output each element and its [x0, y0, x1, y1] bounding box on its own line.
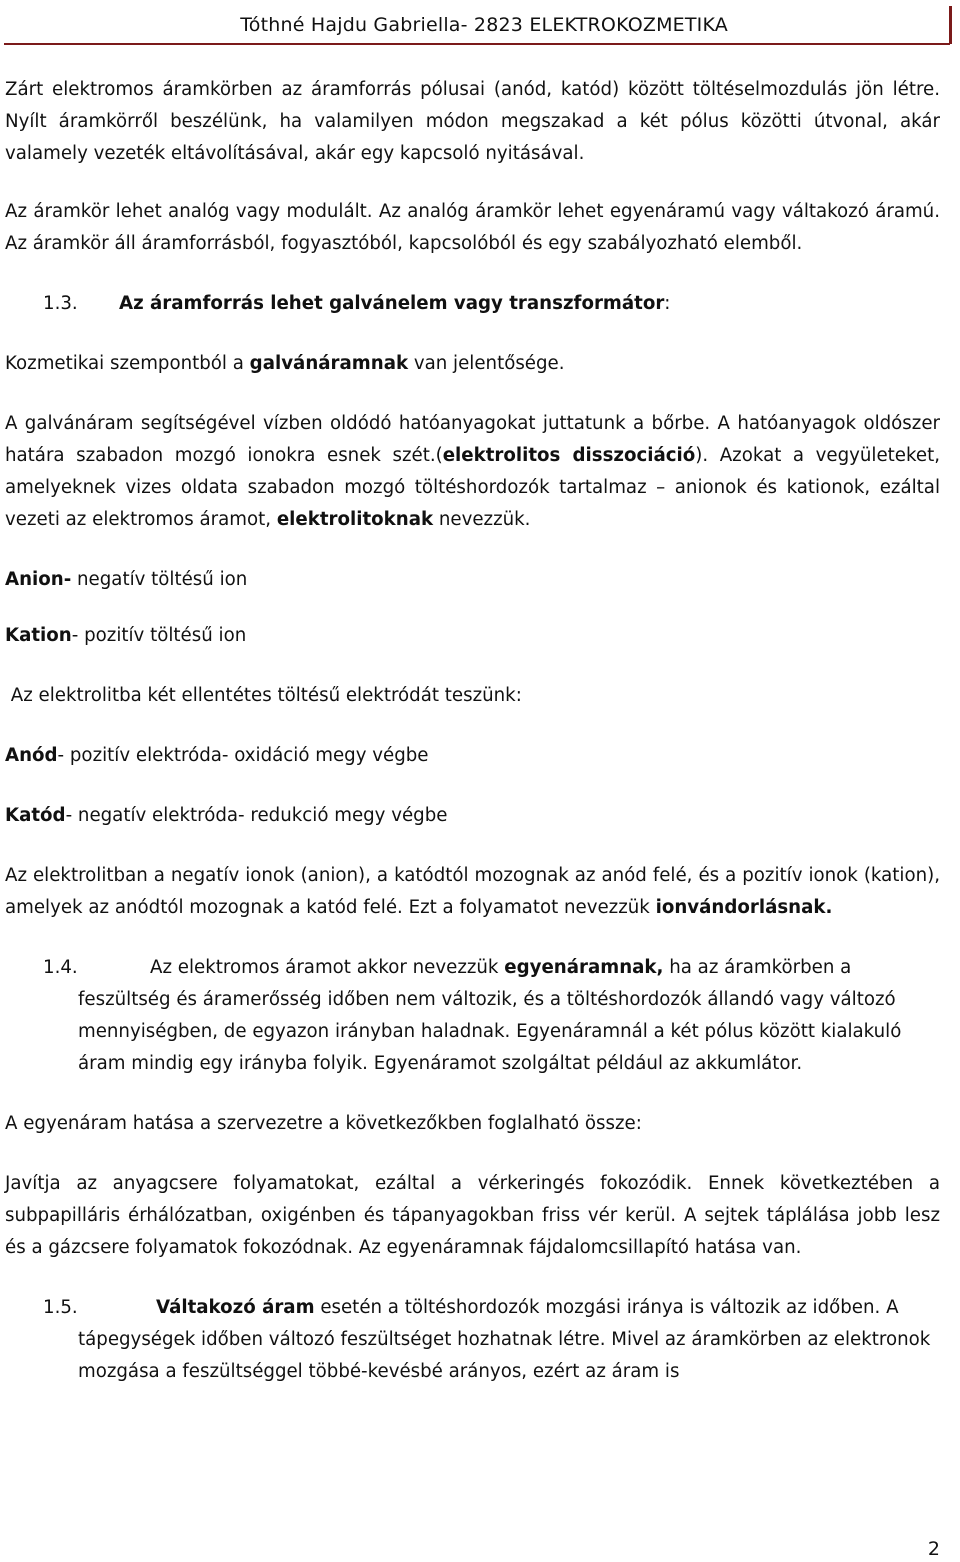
section-number: 1.3. [43, 293, 78, 314]
page-number: 2 [927, 1538, 940, 1560]
section-heading [78, 288, 940, 320]
definition-anion [5, 564, 940, 596]
paragraph-dc-effects: Javítja az anyagcsere folyamatokat, ezáltal a vérkeringés fokozódik. Ennek következtében a subpapilláris érhálózatban, oxigénben és tápanyagokban friss vér kerül. A sejtek táplálása jobb lesz és a gázcsere folyamatok fokozódnak. Az egyenáramnak fájdalomcsillapító hatása van. [5, 1173, 940, 1258]
definition-text: - negatív elektróda- redukció megy végbe [65, 805, 448, 826]
paragraph-closed-circuit: Zárt elektromos áramkörben az áramforrás pólusai (anód, katód) között töltéselmozdulás jön létre. Nyílt áramkörről beszélünk, ha valamilyen módon megszakad a két pólus közötti útvonal, akár valamely vezeték eltávolításával, akár egy kapcsoló nyitásával. [5, 79, 940, 164]
text-run: ). Azokat a vegyületeket, amelyeknek vizes oldata szabadon mozgó töltéshordozók tartalmaz – anionok és kationok, ezáltal vezeti az elektromos áramot, [5, 445, 940, 530]
text-run: ha az áramkörben a feszültség és áramerősség időben nem változik, és a töltéshordozók állandó vagy változó mennyiségben, de egyazon irányban haladnak. Egyenáramnál a két pólus között kialakuló áram mindig egy irányba folyik. Egyenáramot szolgáltat például az akkumlátor. [78, 957, 902, 1074]
document-body [5, 74, 940, 1388]
term-valtakozo-aram: Váltakozó áram [156, 1297, 315, 1318]
header-title: Tóthné Hajdu Gabriella- 2823 ELEKTROKOZMETIKA [240, 14, 728, 36]
header-rule [4, 43, 950, 45]
section-1-4 [5, 952, 940, 1080]
term-kation: Kation [5, 625, 72, 646]
term-ionvandorlas: ionvándorlásnak. [655, 897, 833, 918]
text-run: Kozmetikai szempontból a [5, 353, 250, 374]
section-number: 1.4. [43, 957, 78, 978]
text-run: nevezzük. [433, 509, 531, 530]
term-egyenaram: egyenáramnak, [504, 957, 664, 978]
header-corner-mark [949, 6, 952, 44]
definition-anod [5, 740, 940, 772]
definition-katod [5, 800, 940, 832]
paragraph-circuit-types: Az áramkör lehet analóg vagy modulált. Az analóg áramkör lehet egyenáramú vagy váltakozó áramú. Az áramkör áll áramforrásból, fogyasztóból, kapcsolóból és egy szabályozható elemből. [5, 201, 940, 254]
section-body [5, 1292, 940, 1388]
text-run: Az elektrolitban a negatív ionok (anion), a katódtól mozognak az anód felé, és a pozitív ionok (kation), amelyek az anódtól mozognak a katód felé. Ezt a folyamatot nevezzük [5, 865, 940, 918]
section-title: Az áramforrás lehet galvánelem vagy transzformátor [119, 293, 665, 314]
paragraph-galvanic-current [5, 408, 940, 536]
term-anion: Anion- [5, 569, 72, 590]
page-header [0, 0, 960, 46]
section-body [5, 952, 940, 1080]
text-run: A galvánáram segítségével vízben oldódó hatóanyagokat juttatunk a bőrbe. A hatóanyagok oldószer határa szabadon mozgó ionokra esnek szét.( [5, 413, 940, 466]
text-run: van jelentősége. [408, 353, 565, 374]
definition-text: - pozitív elektróda- oxidáció megy végbe [57, 745, 429, 766]
definition-kation [5, 620, 940, 652]
definition-text: negatív töltésű ion [71, 569, 248, 590]
term-disszociacio: elektrolitos disszociáció [442, 445, 696, 466]
term-elektrolitok: elektrolitoknak [276, 509, 434, 530]
section-number: 1.5. [43, 1297, 78, 1318]
section-1-5 [5, 1292, 940, 1388]
term-anod: Anód [5, 745, 58, 766]
section-1-3 [5, 288, 940, 320]
text-run: Az elektromos áramot akkor nevezzük [150, 957, 505, 978]
term-katod: Katód [5, 805, 66, 826]
term-galvanaram: galvánáramnak [249, 353, 409, 374]
section-title-tail: : [664, 293, 671, 314]
paragraph-electrodes: Az elektrolitba két ellentétes töltésű elektródát teszünk: [5, 685, 522, 706]
paragraph-cosmetic-relevance [5, 348, 940, 380]
text-run: esetén a töltéshordozók mozgási iránya is változik az időben. A tápegységek időben változó feszültséget hozhatnak létre. Mivel az áramkörben az elektronok mozgása a feszültséggel többé-kevésbé arányos, ezért az áram is [78, 1297, 931, 1382]
paragraph-ion-migration [5, 860, 940, 924]
definition-text: - pozitív töltésű ion [71, 625, 247, 646]
paragraph-dc-effects-intro: A egyenáram hatása a szervezetre a következőkben foglalható össze: [5, 1113, 642, 1134]
